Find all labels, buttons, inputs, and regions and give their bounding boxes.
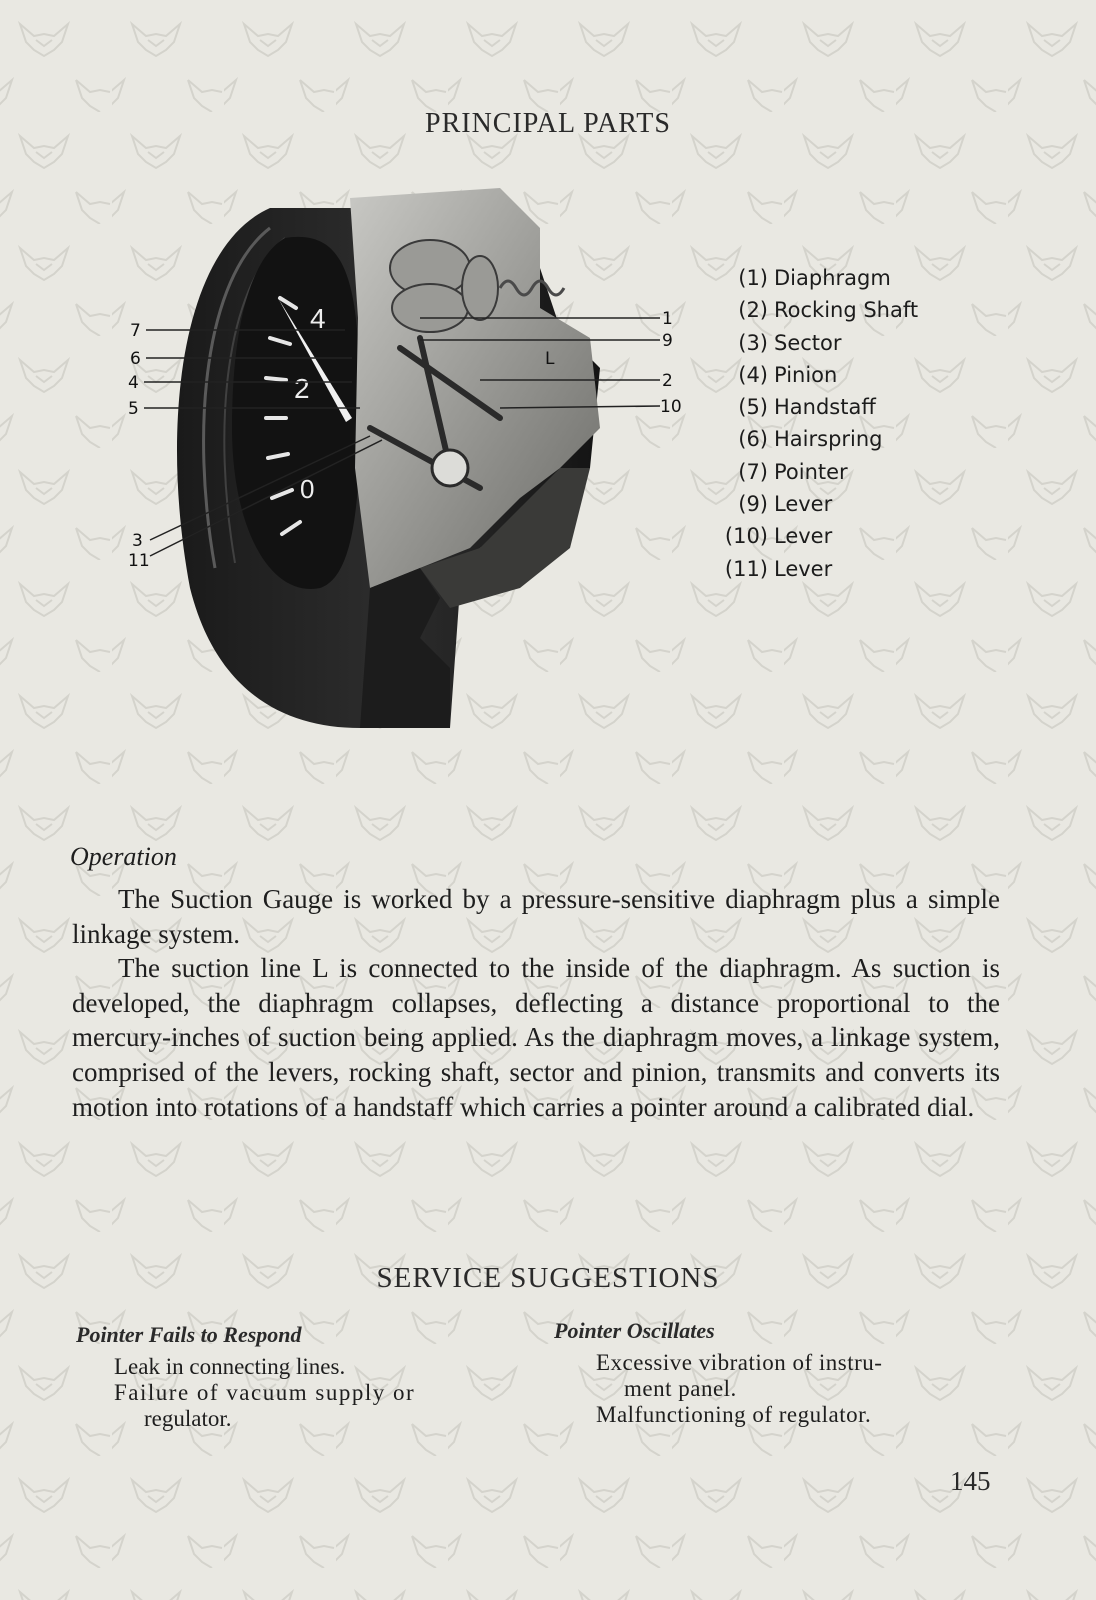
service-suggestions-title: SERVICE SUGGESTIONS — [376, 1262, 720, 1294]
legend-item: (5) Handstaff — [738, 395, 876, 420]
legend-item: (4) Pinion — [738, 362, 838, 387]
legend-item: (1) Diaphragm — [738, 266, 891, 290]
callout-label: 6 — [130, 349, 141, 369]
paragraph: The suction line L is connected to the inside of the diaphragm. As suction is developed, the diaphragm collapses, deflecting a distance proportional to the mercury-inches of suction being applied. As the diaphragm moves, a linkage system, comprised of the levers, rocking shaft, sector and pinion, transmits and converts its motion into rotations of a handstaff which carries a pointer around a calibrated dial. — [72, 953, 1000, 1122]
page-number: 145 — [950, 1466, 991, 1496]
operation-heading: Operation — [70, 842, 177, 871]
service-column-right — [554, 1318, 1014, 1428]
dial-face — [232, 237, 360, 589]
service-item: Excessive vibration of instru- — [596, 1350, 883, 1375]
callout-label: L — [545, 349, 555, 369]
callout-label: 4 — [128, 373, 139, 393]
service-subheading: Pointer Oscillates — [554, 1318, 715, 1343]
service-item: Leak in connecting lines. — [114, 1354, 346, 1379]
callout-label: 1 — [662, 309, 673, 329]
service-item: Malfunctioning of regulator. — [596, 1402, 872, 1427]
service-item: ment panel. — [624, 1376, 737, 1401]
service-column-left — [76, 1322, 556, 1432]
callout-label: 2 — [662, 371, 673, 391]
paragraph: The Suction Gauge is worked by a pressure-sensitive diaphragm plus a simple linkage system. — [72, 884, 1000, 949]
callout-label: 7 — [130, 321, 141, 341]
callout-label: 11 — [128, 551, 150, 571]
dial-numeral: 4 — [310, 303, 326, 334]
service-subheading: Pointer Fails to Respond — [76, 1322, 302, 1347]
callout-label: 9 — [662, 331, 673, 351]
legend-item: (10) Lever — [724, 524, 833, 549]
dial-numeral: 2 — [294, 373, 310, 404]
legend-item: (9) Lever — [738, 492, 833, 517]
legend-item: (2) Rocking Shaft — [738, 298, 919, 323]
legend-item: (3) Sector — [738, 330, 842, 355]
legend-item: (7) Pointer — [738, 459, 848, 484]
service-item: Failure of vacuum supply or — [114, 1380, 416, 1405]
service-item: regulator. — [144, 1406, 232, 1431]
parts-legend — [720, 262, 980, 585]
legend-item: (11) Lever — [724, 556, 833, 581]
callout-label: 10 — [660, 397, 682, 417]
operation-body — [72, 882, 1000, 1124]
legend-item: (6) Hairspring — [738, 427, 883, 452]
suction-gauge-cutaway-illustration — [120, 168, 720, 768]
principal-parts-title: PRINCIPAL PARTS — [425, 108, 671, 139]
dial-numeral: 0 — [300, 474, 315, 504]
callout-label: 5 — [128, 399, 139, 419]
callout-label: 3 — [132, 531, 143, 551]
